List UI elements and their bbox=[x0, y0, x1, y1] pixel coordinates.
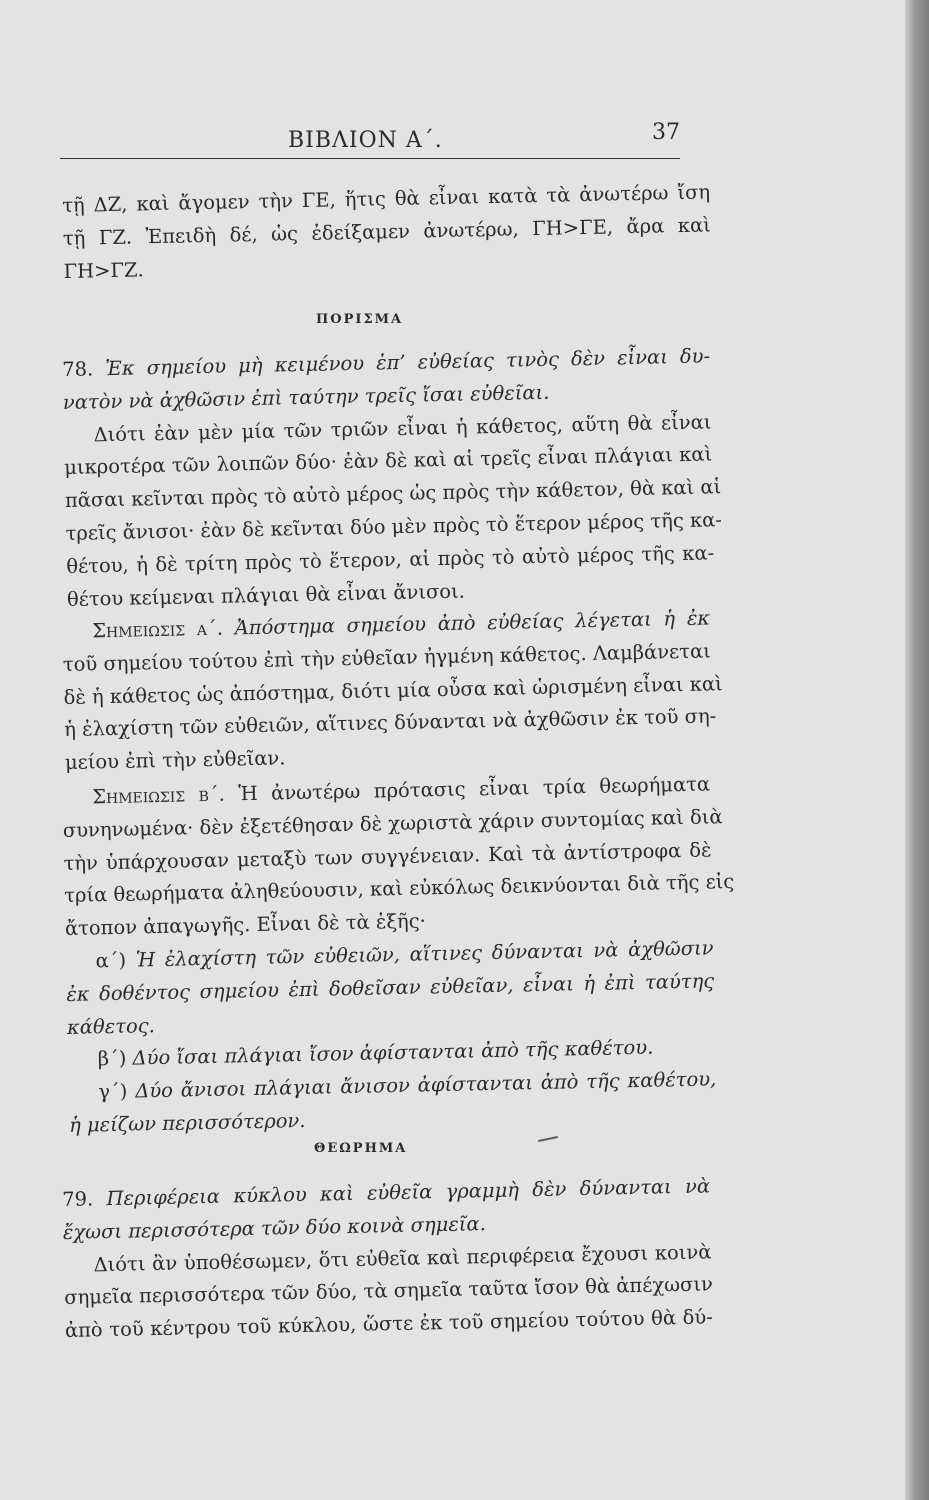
note-line: συνηνωμένα· δὲν ἐξετέθησαν δὲ χωριστὰ χάριν συντομίας καὶ διὰ bbox=[62, 804, 723, 842]
note-2 bbox=[62, 772, 735, 1148]
page-header bbox=[60, 118, 680, 159]
list-item-text: Ἡ ἐλαχίστη τῶν εὐθειῶν, αἵτινες δύνανται νὰ ἀχθῶσιν bbox=[135, 936, 714, 972]
note-line: μείου ἐπὶ τὴν εὐθεῖαν. bbox=[64, 746, 286, 775]
porisma-heading: ΠΟΡΙΣΜΑ bbox=[316, 312, 404, 327]
note-text: Ἡ ἀνωτέρω πρότασις εἶναι τρία θεωρήματα bbox=[238, 772, 711, 806]
intro-paragraph bbox=[62, 182, 712, 294]
statement-text: Ἐκ σημείου μὴ κειμένου ἐπ’ εὐθείας τινὸς δὲν εἶναι δυ- bbox=[105, 344, 711, 381]
theorem-section bbox=[62, 1176, 713, 1354]
list-item-label: γ΄) bbox=[98, 1079, 128, 1104]
theorem-number: 79. bbox=[61, 1187, 94, 1211]
running-title: ΒΙΒΛΙΟΝ Α΄. bbox=[288, 128, 443, 153]
note-text: Ἀπόστημα σημείου ἀπὸ εὐθείας λέγεται ἡ ἐκ bbox=[234, 606, 711, 640]
note-line: ἡ ἐλαχίστη τῶν εὐθειῶν, αἵτινες δύνανται νὰ ἀχθῶσιν ἐκ τοῦ ση- bbox=[64, 704, 717, 742]
note-line: δὲ ἡ κάθετος ὡς ἀπόστημα, διότι μία οὖσα καὶ ὡρισμένη εἶναι καὶ bbox=[63, 671, 723, 709]
proof-line: μικροτέρα τῶν λοιπῶν δύο· ἐὰν δὲ καὶ αἱ τρεῖς εἶναι πλάγιαι καὶ bbox=[64, 442, 713, 480]
page-edge bbox=[905, 0, 929, 1500]
note-line: τοῦ σημείου τούτου ἐπὶ τὴν εὐθεῖαν ἠγμένη κάθετος. Λαμβάνεται bbox=[62, 639, 711, 676]
note-label: Σημειωσις α΄. bbox=[91, 616, 224, 643]
porisma-section bbox=[61, 344, 723, 622]
theorem-statement-line: ἔχωσι περισσότερα τῶν δύο κοινὰ σημεῖα. bbox=[62, 1211, 487, 1244]
proof-line: θέτου, ἡ δὲ τρίτη πρὸς τὸ ἕτερον, αἱ πρὸς τὸ αὐτὸ μέρος τῆς κα- bbox=[66, 541, 715, 578]
proof-line: σημεῖα περισσότερα τῶν δύο, τὰ σημεῖα ταῦτα ἴσον θὰ ἀπέχωσιν bbox=[64, 1272, 714, 1310]
proof-line: τρεῖς ἄνισοι· ἐὰν δὲ κεῖνται δύο μὲν πρὸς τὸ ἕτερον μέρος τῆς κα- bbox=[65, 508, 723, 545]
list-item-label: β΄) bbox=[97, 1047, 127, 1071]
list-item-text: Δύο ἄνισοι πλάγιαι ἄνισον ἀφίστανται ἀπὸ τῆς καθέτου, bbox=[135, 1067, 717, 1103]
proof-line: Διότι ἂν ὑποθέσωμεν, ὅτι εὐθεῖα καὶ περιφέρεια ἔχουσι κοινὰ bbox=[93, 1240, 712, 1276]
proof-line: πᾶσαι κεῖνται πρὸς τὸ αὐτὸ μέρος ὡς πρὸς τὴν κάθετον, θὰ καὶ αἱ bbox=[64, 475, 722, 513]
text-line: τῇ ΓΖ. Ἐπειδὴ δέ, ὡς ἐδείξαμεν ἀνωτέρω, ΓΗ>ΓΕ, ἄρα καὶ bbox=[62, 213, 711, 250]
note-1 bbox=[62, 606, 723, 786]
porisma-statement-line: νατὸν νὰ ἀχθῶσιν ἐπὶ ταύτην τρεῖς ἴσαι εὐθεῖαι. bbox=[62, 380, 550, 414]
note-line: τρία θεωρήματα ἀληθεύουσιν, καὶ εὐκόλως δεικνύονται διὰ τῆς εἰς bbox=[64, 870, 735, 908]
proposition-number: 78. bbox=[61, 357, 94, 381]
list-item-line: κάθετος. bbox=[66, 1013, 156, 1039]
note-line: ἄτοπον ἀπαγωγῆς. Εἶναι δὲ τὰ ἑξῆς· bbox=[64, 909, 427, 941]
text-line: τῇ ΔΖ, καὶ ἄγομεν τὴν ΓΕ, ἥτις θὰ εἶναι κατὰ τὰ ἀνωτέρω ἴση bbox=[61, 180, 711, 217]
note-line: τὴν ὑπάρχουσαν μεταξὺ των συγγένειαν. Καὶ τὰ ἀντίστροφα δὲ bbox=[63, 838, 712, 875]
list-item-text: Δύο ἴσαι πλάγιαι ἴσον ἀφίστανται ἀπὸ τῆς καθέτου. bbox=[132, 1036, 654, 1070]
page-number: 37 bbox=[652, 120, 680, 145]
proof-line: ἀπὸ τοῦ κέντρου τοῦ κύκλου, ὥστε ἐκ τοῦ σημείου τούτου θὰ δύ- bbox=[64, 1305, 714, 1343]
list-item-label: α΄) bbox=[95, 948, 127, 973]
note-label: Σημειωσις β΄. bbox=[91, 782, 226, 809]
proof-line: θέτου κείμεναι πλάγιαι θὰ εἶναι ἄνισοι. bbox=[66, 579, 466, 611]
list-item-line: ἡ μείζων περισσότερον. bbox=[68, 1108, 306, 1137]
statement-text: Περιφέρεια κύκλου καὶ εὐθεῖα γραμμὴ δὲν δύνανται νὰ bbox=[106, 1174, 711, 1211]
text-line: ΓΗ>ΓΖ. bbox=[63, 257, 144, 283]
theorem-heading: ΘΕΩΡΗΜΑ bbox=[314, 1141, 408, 1156]
proof-line: Διότι ἐὰν μὲν μία τῶν τριῶν εἶναι ἡ κάθετος, αὕτη θὰ εἶναι bbox=[93, 410, 712, 446]
list-item-line: ἐκ δοθέντος σημείου ἐπὶ δοθεῖσαν εὐθεῖαν, εἶναι ἡ ἐπὶ ταύτης bbox=[66, 969, 715, 1006]
